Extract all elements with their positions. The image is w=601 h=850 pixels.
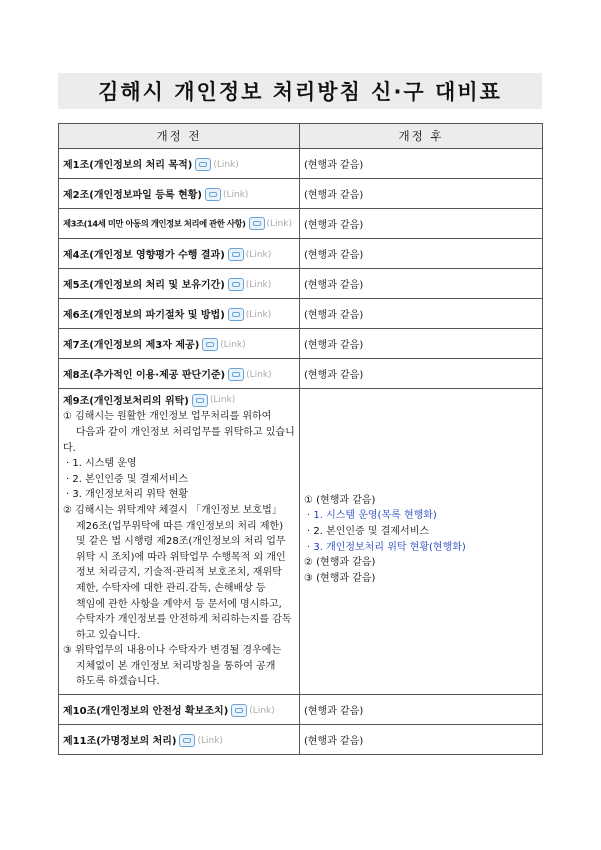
after-text: (현행과 같음)	[300, 239, 543, 269]
after-text: (현행과 같음)	[300, 359, 543, 389]
after-text: (현행과 같음)	[300, 179, 543, 209]
link-text[interactable]: (Link)	[197, 735, 223, 746]
list-item-changed: · 3. 개인정보처리 위탁 현황(현행화)	[307, 541, 466, 553]
list-item-changed: · 1. 시스템 운영(목록 현행화)	[307, 510, 437, 522]
document-title-bar	[58, 73, 542, 109]
paragraph-line: ② (현행과 같음)	[304, 557, 376, 569]
header-before: 개정 전	[59, 124, 300, 149]
link-text[interactable]: (Link)	[245, 309, 272, 320]
link-text[interactable]: (Link)	[246, 369, 272, 380]
paragraph-line: 지체없이 본 개인정보 처리방침을 통하여 공개	[76, 660, 276, 672]
paragraph-line: ③ (현행과 같음)	[304, 572, 376, 584]
paragraph-line: 하도록 하겠습니다.	[76, 676, 160, 688]
link-icon[interactable]	[195, 158, 211, 171]
paragraph-line: 다음과 같이 개인정보 처리업무를 위탁하고 있습니	[76, 426, 295, 438]
link-icon[interactable]	[231, 704, 247, 717]
table-row	[59, 725, 543, 755]
list-item: · 3. 개인정보처리 위탁 현황	[66, 489, 189, 501]
table-row	[59, 269, 543, 299]
article-title: 제10조(개인정보의 안전성 확보조치)	[63, 705, 229, 717]
after-text: (현행과 같음)	[300, 269, 543, 299]
table-row-article-9	[59, 389, 543, 695]
table-row	[59, 359, 543, 389]
link-icon[interactable]	[228, 278, 244, 291]
after-text: (현행과 같음)	[300, 299, 543, 329]
article-title: 제7조(개인정보의 제3자 제공)	[63, 339, 200, 351]
table-row	[59, 149, 543, 179]
paragraph-line: ③ 위탁업무의 내용이나 수탁자가 변경될 경우에는	[63, 645, 282, 657]
link-icon[interactable]	[202, 338, 218, 351]
after-text: (현행과 같음)	[300, 209, 543, 239]
link-text[interactable]: (Link)	[209, 395, 236, 405]
article-title: 제9조(개인정보처리의 위탁)	[63, 395, 189, 407]
table-row	[59, 209, 543, 239]
link-text[interactable]: (Link)	[245, 249, 272, 260]
table-row	[59, 179, 543, 209]
table-row	[59, 329, 543, 359]
article-title: 제8조(추가적인 이용·제공 판단기준)	[63, 369, 226, 381]
paragraph-line: 수탁자가 개인정보를 안전하게 처리하는지를 감독	[76, 614, 292, 626]
article-title: 제3조(14세 미만 아동의 개인정보 처리에 관한 사항)	[63, 218, 246, 229]
list-item: · 2. 본인인증 및 결제서비스	[66, 473, 189, 485]
paragraph-line: 위탁 시 조치)에 따라 위탁업무 수행목적 외 개인	[76, 551, 286, 563]
paragraph-line: 제26조(업무위탁에 따른 개인정보의 처리 제한)	[76, 520, 284, 532]
paragraph-line: 하고 있습니다.	[76, 629, 141, 641]
article-title: 제5조(개인정보의 처리 및 보유기간)	[63, 279, 225, 291]
paragraph-line: 및 같은 법 시행령 제28조(개인정보의 처리 업무	[76, 536, 286, 548]
table-row	[59, 695, 543, 725]
paragraph-line: ① 김해시는 원활한 개인정보 업무처리를 위하여	[63, 411, 272, 423]
link-icon[interactable]	[205, 188, 221, 201]
header-after: 개정 후	[300, 124, 543, 149]
article-title: 제6조(개인정보의 파기절차 및 방법)	[63, 309, 225, 321]
after-cell-article-9	[300, 389, 543, 695]
article-title: 제4조(개인정보 영향평가 수행 결과)	[63, 249, 225, 261]
paragraph-line: 정보 처리금지, 기술적·관리적 보호조치, 재위탁	[76, 567, 282, 579]
link-icon[interactable]	[179, 734, 195, 747]
comparison-table	[58, 123, 543, 755]
after-text: (현행과 같음)	[300, 725, 543, 755]
paragraph-line: 다.	[63, 442, 76, 454]
link-icon[interactable]	[228, 248, 244, 261]
list-item: · 1. 시스템 운영	[66, 458, 137, 470]
link-icon[interactable]	[192, 394, 208, 407]
after-text: (현행과 같음)	[300, 695, 543, 725]
paragraph-line: ① (현행과 같음)	[304, 494, 376, 506]
link-text[interactable]: (Link)	[213, 159, 239, 170]
table-row	[59, 299, 543, 329]
paragraph-line: ② 김해시는 위탁계약 체결시 「개인정보 보호법」	[63, 504, 282, 516]
link-text[interactable]: (Link)	[249, 705, 275, 716]
link-icon[interactable]	[228, 368, 244, 381]
article-title: 제1조(개인정보의 처리 목적)	[63, 159, 193, 171]
link-text[interactable]: (Link)	[245, 279, 272, 290]
link-text[interactable]: (Link)	[220, 339, 246, 350]
link-icon[interactable]	[249, 217, 265, 230]
link-text[interactable]: (Link)	[266, 218, 292, 229]
paragraph-line: 책임에 관한 사항을 계약서 등 문서에 명시하고,	[76, 598, 282, 610]
table-row	[59, 239, 543, 269]
paragraph-line: 제한, 수탁자에 대한 관리.감독, 손해배상 등	[76, 582, 266, 594]
after-text: (현행과 같음)	[300, 329, 543, 359]
after-text: (현행과 같음)	[300, 149, 543, 179]
before-cell-article-9	[59, 389, 300, 695]
link-text[interactable]: (Link)	[222, 189, 249, 200]
table-header-row	[59, 124, 543, 149]
article-title: 제11조(가명정보의 처리)	[63, 735, 177, 747]
link-icon[interactable]	[228, 308, 244, 321]
document-title: 김해시 개인정보 처리방침 신·구 대비표	[98, 80, 502, 104]
list-item: · 2. 본인인증 및 결제서비스	[307, 525, 430, 537]
article-title: 제2조(개인정보파일 등록 현황)	[63, 189, 202, 201]
